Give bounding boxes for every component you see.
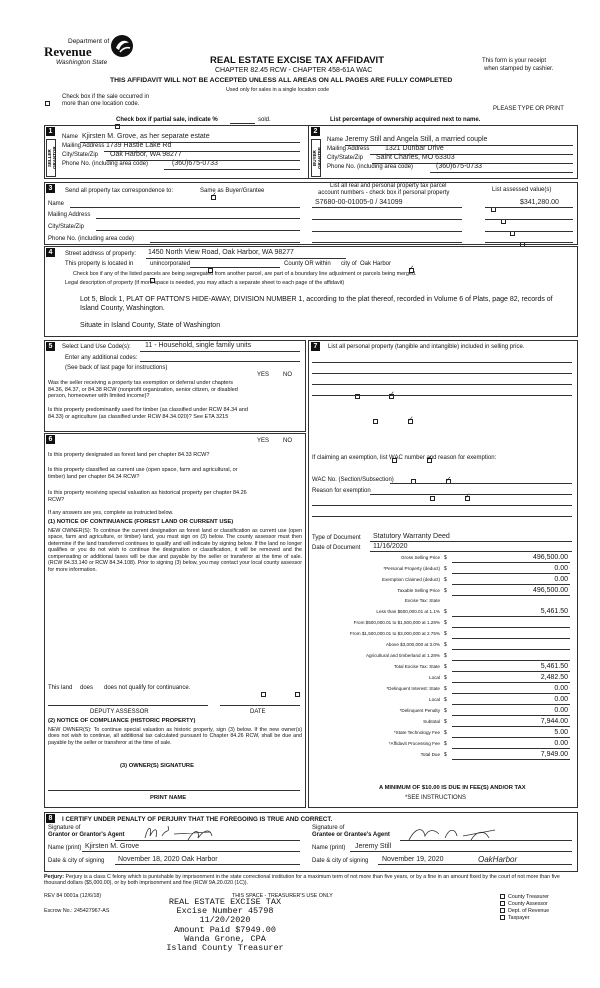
s3-mailing-line xyxy=(96,218,300,219)
street-address: 1450 North View Road, Oak Harbor, WA 98277 xyxy=(148,249,294,256)
copy-item[interactable] xyxy=(500,915,580,922)
s6-yes-header: YES xyxy=(257,438,270,444)
exemption-label: If claiming an exemption, list WAC number and reason for exemption: xyxy=(312,455,497,461)
tax-row-label: Total Excise Tax: State xyxy=(393,664,440,669)
situate: Situate in Island County, State of Washington xyxy=(80,322,221,329)
tax-row-line xyxy=(452,660,570,661)
legal-description: Lot 5, Block 1, PLAT OF PATTON'S HIDE-AWAY, DIVISION NUMBER 1, according to the plat thereof, recorded in Volume 6 of Plats, page 82, records of Island County, Washington. xyxy=(80,296,553,313)
doc-type-line xyxy=(370,541,572,542)
tax-row-value: 0.00 xyxy=(554,685,568,692)
s5-no-header: NO xyxy=(283,372,292,378)
wac-label: WAC No. (Section/Subsection) xyxy=(312,477,394,483)
doc-date-line xyxy=(370,551,572,552)
assessed-header: List assessed value(s) xyxy=(492,187,552,193)
s3-city-label: City/State/Zip xyxy=(48,224,85,230)
doc-type-label: Type of Document xyxy=(312,535,361,541)
treasurer-space-label: THIS SPACE - TREASURER'S USE ONLY xyxy=(232,893,333,899)
tax-row-line xyxy=(452,748,570,749)
section-3-number: 3 xyxy=(46,184,55,193)
assessed-line-2 xyxy=(485,219,573,220)
stamp-line: 11/20/2020 xyxy=(199,915,251,926)
section-2-number: 2 xyxy=(311,127,320,136)
parcel-header-1: List all real and personal property tax parcel xyxy=(330,183,447,189)
notice2-title: (2) NOTICE OF COMPLIANCE (HISTORIC PROPERTY) xyxy=(48,718,196,724)
seller-city-label: City/State/Zip xyxy=(62,152,99,158)
doc-date: 11/16/2020 xyxy=(373,543,408,550)
stamp-line: Amount Paid $7949.00 xyxy=(173,924,277,935)
tax-row-label: Local xyxy=(429,697,440,702)
land-use-line xyxy=(140,351,300,352)
land-use-label: Select Land Use Code(s): xyxy=(62,344,131,350)
section-5-number: 5 xyxy=(46,342,55,351)
does-not-qualify-checkbox[interactable] xyxy=(295,692,300,697)
tax-row-value: 496,500.00 xyxy=(532,587,568,594)
grantee-name-line xyxy=(350,851,572,852)
tax-row-line xyxy=(452,573,570,574)
buyer-side-label: BUYER GRANTEE xyxy=(311,139,321,177)
copy-checkbox[interactable] xyxy=(500,901,505,906)
tax-row-label: Exemption Claimed (deduct) xyxy=(382,577,440,582)
tax-row-line xyxy=(452,595,570,596)
county-or-within: County OR within xyxy=(284,261,331,267)
copy-label: County Assessor xyxy=(508,901,548,907)
grantee-sig-label-2: Grantee or Grantee's Agent xyxy=(312,832,390,838)
dept-name: Revenue xyxy=(44,44,92,59)
additional-codes-label: Enter any additional codes: xyxy=(65,355,138,361)
pp-line-3 xyxy=(312,384,572,385)
s3-phone-line xyxy=(150,242,300,243)
tax-row-line xyxy=(452,638,570,639)
form-subtitle: CHAPTER 82.45 RCW - CHAPTER 458-61A WAC xyxy=(215,67,373,74)
assessed-line-1 xyxy=(485,207,573,208)
dollar-sign: $ xyxy=(444,577,447,583)
dollar-sign: $ xyxy=(444,730,447,736)
same-as-buyer-checkbox[interactable] xyxy=(211,195,216,200)
dollar-sign: $ xyxy=(444,686,447,692)
owner-signature-label: (3) OWNER(S) SIGNATURE xyxy=(120,763,194,769)
assessed-value: $341,280.00 xyxy=(520,199,559,206)
buyer-city-label: City/State/Zip xyxy=(327,155,364,161)
land-qualify-label: This land xyxy=(48,685,73,691)
dollar-sign: $ xyxy=(444,555,447,561)
dollar-sign: $ xyxy=(444,642,447,648)
segregated-label: Check box if any of the listed parcels are being segregated from another parcel, are part of a boundary line adjustment or parcels being merged. xyxy=(73,271,417,277)
grantor-name-line xyxy=(82,851,300,852)
dollar-sign: $ xyxy=(444,653,447,659)
legal-label: Legal description of property (if more space is needed, you may attach a separate sheet to each page of the affidavit) xyxy=(65,280,345,286)
reason-line xyxy=(370,494,572,495)
tax-row-label: *Delinquent Interest: State xyxy=(386,686,440,691)
grantee-name-label: Name (print) xyxy=(312,845,346,851)
tax-row-label: Agricultural and timberland at 1.28% xyxy=(365,653,440,658)
parcel-line-1 xyxy=(312,207,462,208)
dept-line: Department of xyxy=(68,38,110,45)
ownership-pct-label: List percentage of ownership acquired next to name. xyxy=(330,117,481,123)
tax-row-label: *State Technology Fee xyxy=(393,730,440,735)
pp-line-4 xyxy=(312,395,572,396)
multi-location-label-2: more than one location code. xyxy=(62,101,140,107)
tax-row-line xyxy=(452,759,570,760)
grantor-date: November 18, 2020 Oak Harbor xyxy=(118,856,218,863)
partial-sale-pct-line[interactable] xyxy=(230,123,255,124)
section-4-number: 4 xyxy=(46,248,55,257)
form-title: REAL ESTATE EXCISE TAX AFFIDAVIT xyxy=(210,55,385,66)
s6-q2: Is this property classified as current use (open space, farm and agricultural, or timber) land per chapter 84.34 RCW? xyxy=(48,467,238,480)
seller-address-label: Mailing Address xyxy=(62,143,105,149)
deputy-date-label: DATE xyxy=(250,709,266,715)
seller-name-label: Name xyxy=(62,134,79,140)
print-name-label: PRINT NAME xyxy=(150,795,187,801)
tax-row-label: From $500,000.01 to $1,500,000 at 1.28% xyxy=(353,620,440,625)
state-name: Washington State xyxy=(56,59,108,66)
deputy-assessor-line xyxy=(48,705,208,706)
partial-sale-label: Check box if partial sale, indicate % xyxy=(116,117,218,123)
buyer-address: 1321 Dunbar Drive xyxy=(385,145,444,152)
send-correspondence-label: Send all property tax correspondence to: xyxy=(65,188,174,194)
copy-label: Taxpayer xyxy=(508,915,530,921)
single-location-note: Used only for sales in a single location code xyxy=(226,87,330,93)
stamp-line: REAL ESTATE EXCISE TAX xyxy=(168,897,282,907)
tax-row-value: 5,461.50 xyxy=(540,608,568,615)
personal-property-checkbox-1[interactable] xyxy=(491,207,496,212)
tax-row-label: Total Due xyxy=(420,752,440,757)
tax-row-line xyxy=(452,737,570,738)
tax-row-label: From $1,500,000.01 to $3,000,000 at 2.75% xyxy=(349,631,440,636)
s6-q3: Is this property receiving special valuation as historical property per chapter 84.26 RCW? xyxy=(48,490,247,503)
tax-row-value: 0.00 xyxy=(554,740,568,747)
dollar-sign: $ xyxy=(444,675,447,681)
stamp-line: Wanda Grone, CPA xyxy=(184,933,266,944)
buyer-name-label: Name xyxy=(327,137,344,143)
tax-row-line xyxy=(452,627,570,628)
assessed-line-4 xyxy=(485,242,573,243)
tax-row-line xyxy=(452,616,570,617)
copy-checkbox[interactable] xyxy=(500,915,505,920)
copy-label: County Treasurer xyxy=(508,894,549,900)
section-6-number: 6 xyxy=(46,435,55,444)
grantee-sig-label-1: Signature of xyxy=(312,825,345,831)
dollar-sign: $ xyxy=(444,588,447,594)
s3-phone-label: Phone No. (including area code) xyxy=(48,236,135,242)
tax-row-value: 2,482.50 xyxy=(540,674,568,681)
tax-row-value: 0.00 xyxy=(554,565,568,572)
please-type: PLEASE TYPE OR PRINT xyxy=(493,106,564,112)
property-city: Oak Harbor xyxy=(360,261,392,267)
grantor-date-line xyxy=(115,864,300,865)
tax-row-label: Taxable Selling Price xyxy=(397,588,440,593)
buyer-city: Saint Charles, MO 63303 xyxy=(376,154,455,161)
tax-row-line xyxy=(452,671,570,672)
see-back: (See back of last page for instructions) xyxy=(65,365,168,371)
tax-row-value: 5.00 xyxy=(554,729,568,736)
s5-q2: Is this property predominantly used for timber (as classified under RCW 84.34 and 84.33) or agriculture (as classified under RCW 84.34.020)? See ETA 3215 xyxy=(48,407,248,420)
tax-row-line xyxy=(452,584,570,585)
parcel-header-2: account numbers - check box if personal property xyxy=(318,190,450,196)
reason-line-3 xyxy=(312,516,572,517)
perjury-text: Perjury is a class C felony which is punishable by imprisonment in the state correctional institution for a maximum term of not more than five years, or by a fine in an amount fixed by the court of not more than five thousand dollars ($5,000.00), or by both imprisonment and fine (RCW 9A.20.020 (1C)). xyxy=(44,874,560,887)
county-line xyxy=(190,267,280,268)
same-as-buyer-label: Same as Buyer/Grantee xyxy=(200,188,265,194)
additional-codes-line xyxy=(140,361,300,362)
seller-phone: (360)675-0733 xyxy=(172,160,218,167)
tax-row-label: Above $3,000,000 at 3.0% xyxy=(385,642,440,647)
tax-row-label: *Personal Property (deduct) xyxy=(383,566,440,571)
tax-row-line xyxy=(452,715,570,716)
pp-line-1 xyxy=(312,362,572,363)
buyer-name: Jeremy Still and Angela Still, a married couple xyxy=(345,136,488,143)
tax-row-value: 0.00 xyxy=(554,696,568,703)
tax-row-line xyxy=(452,726,570,727)
deputy-assessor-label: DEPUTY ASSESSOR xyxy=(90,709,149,715)
section-divider xyxy=(308,125,309,179)
tax-row-value: 0.00 xyxy=(554,576,568,583)
grantee-date: November 19, 2020 xyxy=(382,856,444,863)
copy-item[interactable] xyxy=(500,908,580,915)
wac-line xyxy=(390,483,572,484)
perjury-notice xyxy=(44,874,578,887)
tax-row-line xyxy=(452,562,570,563)
tax-row-value: 496,500.00 xyxy=(532,554,568,561)
grantee-sig-line xyxy=(400,840,572,841)
certify-statement: I CERTIFY UNDER PENALTY OF PERJURY THAT THE FOREGOING IS TRUE AND CORRECT. xyxy=(62,816,333,823)
tax-row-line xyxy=(452,693,570,694)
treasurer-stamp xyxy=(140,898,310,953)
stamp-line: Island County Treasurer xyxy=(166,942,284,953)
seller-city: Oak Harbor, WA 98277 xyxy=(110,151,182,158)
minimum-due-note: A MINIMUM OF $10.00 IS DUE IN FEE(S) AND/OR TAX xyxy=(379,785,526,791)
assessed-line-3 xyxy=(485,231,573,232)
does-qualify-checkbox[interactable] xyxy=(261,692,266,697)
perjury-label: Perjury: xyxy=(44,874,65,880)
copy-item[interactable] xyxy=(500,894,580,901)
buyer-phone-label: Phone No. (including area code) xyxy=(327,164,414,170)
personal-property-checkbox-2[interactable] xyxy=(501,219,506,224)
see-instructions: *SEE INSTRUCTIONS xyxy=(405,795,467,801)
notice1-title: (1) NOTICE OF CONTINUANCE (FOREST LAND OR CURRENT USE) xyxy=(48,519,234,525)
grantee-name: Jeremy Still xyxy=(355,843,392,850)
buyer-phone-line xyxy=(430,172,573,173)
dollar-sign: $ xyxy=(444,631,447,637)
dollar-sign: $ xyxy=(444,620,447,626)
dollar-sign: $ xyxy=(444,697,447,703)
seller-name: Kjirsten M. Grove, as her separate estate xyxy=(82,133,210,140)
dor-logo xyxy=(44,34,144,74)
located-label: This property is located in xyxy=(65,261,134,267)
city-of-label: city of xyxy=(341,261,357,267)
land-use-code: 11 - Household, single family units xyxy=(145,342,252,349)
dor-swoosh-icon xyxy=(110,34,134,58)
receipt-note-1: This form is your receipt xyxy=(482,58,547,64)
seller-address: 1739 Hastie Lake Rd xyxy=(106,142,172,149)
s3-name-label: Name xyxy=(48,201,65,207)
dollar-sign: $ xyxy=(444,752,447,758)
doc-type: Statutory Warranty Deed xyxy=(373,533,450,540)
notice1-text: NEW OWNER(S): To continue the current designation as forest land or classification as current use (open space, farm and agriculture, or timber) land, you must sign on (3) below. The county assessor must then determine if the land transferred continues to qualify and will indicate by signing below. If the land no longer qualifies or you do not wish to continue the designation or classification, it will be removed and the compensating or additional taxes will be due and payable by the seller or transferor at the time of sale. (RCW 84.33.140 or RCW 84.34.108). Prior to signing (3) below, you may contact your local county assessor for more information. xyxy=(48,528,302,573)
tax-row-label: *Affidavit Processing Fee xyxy=(388,741,440,746)
does-not-label: does not qualify for continuance. xyxy=(104,685,191,691)
tax-row-value: 5,461.50 xyxy=(540,663,568,670)
grantee-city: OakHarbor xyxy=(478,855,518,864)
seller-phone-label: Phone No. (including area code) xyxy=(62,161,149,167)
grantee-date-label: Date & city of signing xyxy=(312,858,369,864)
tax-row-label: Gross Selling Price xyxy=(400,555,440,560)
tax-row-line xyxy=(452,682,570,683)
distribution-list xyxy=(500,894,580,922)
s5-yes-header: YES xyxy=(257,372,270,378)
form-revision: REV 84 0001a (12/6/18) xyxy=(44,893,102,899)
grantor-name-label: Name (print) xyxy=(48,845,82,851)
grantor-sig-line xyxy=(115,840,300,841)
dollar-sign: $ xyxy=(444,741,447,747)
buyer-phone: (360)675-0733 xyxy=(436,163,482,170)
s6-q1: Is this property designated as forest land per chapter 84.33 RCW? xyxy=(48,452,210,458)
seller-phone-line xyxy=(164,169,300,170)
s5-q1: Was the seller receiving a property tax exemption or deferral under chapters 84.36, 84.37, or 84.38 RCW (nonprofit organization, senior citizen, or disabled person, homeowner with limited income)? xyxy=(48,380,238,400)
tax-row-value: 7,944.00 xyxy=(540,718,568,725)
parcel-line-3 xyxy=(312,231,462,232)
copy-item[interactable] xyxy=(500,901,580,908)
buyer-name-line xyxy=(345,145,573,146)
grantee-date-line xyxy=(378,864,572,865)
dollar-sign: $ xyxy=(444,566,447,572)
grantor-sig-label-2: Grantor or Grantor's Agent xyxy=(48,832,125,838)
form-warning: THIS AFFIDAVIT WILL NOT BE ACCEPTED UNLESS ALL AREAS ON ALL PAGES ARE FULLY COMPLETED xyxy=(110,77,453,84)
partial-sale-sold: sold. xyxy=(258,117,271,123)
tax-row-value: 0.00 xyxy=(554,707,568,714)
s3-mailing-label: Mailing Address xyxy=(48,212,91,218)
dollar-sign: $ xyxy=(444,708,447,714)
s6-no-header: NO xyxy=(283,438,292,444)
dollar-sign: $ xyxy=(444,609,447,615)
tax-row-label: Less than $500,000.01 at 1.1% xyxy=(376,609,440,614)
multi-location-label-1: Check box if the sale occurred in xyxy=(62,94,150,100)
personal-property-label: List all personal property (tangible and intangible) included in selling price. xyxy=(328,344,525,350)
section-7-number: 7 xyxy=(311,342,320,351)
parcel-line-2 xyxy=(312,219,462,220)
copy-checkbox[interactable] xyxy=(500,894,505,899)
dollar-sign: $ xyxy=(444,719,447,725)
multi-location-checkbox[interactable] xyxy=(45,101,50,106)
reason-line-2 xyxy=(312,505,572,506)
reason-label: Reason for exemption xyxy=(312,488,371,494)
parcel-number: S7680-00-01005-0 / 341099 xyxy=(315,199,403,206)
does-label: does xyxy=(80,685,94,691)
copy-checkbox[interactable] xyxy=(500,908,505,913)
s3-name-line xyxy=(70,207,300,208)
tax-row-line xyxy=(452,704,570,705)
if-yes-note: If any answers are yes, complete as instructed below. xyxy=(48,510,174,516)
escrow-number: Escrow No.: 245427967-AS xyxy=(44,908,110,914)
section-8-number: 8 xyxy=(46,814,55,823)
copy-label: Dept. of Revenue xyxy=(508,908,550,914)
tax-calc-table xyxy=(310,555,576,805)
parcel-line-4 xyxy=(312,242,462,243)
s3-city-line xyxy=(96,230,300,231)
tax-row-label: Subtotal xyxy=(423,719,440,724)
street-label: Street address of property: xyxy=(65,251,137,257)
tax-row-value: 7,949.00 xyxy=(540,751,568,758)
receipt-note-2: when stamped by cashier. xyxy=(484,66,554,72)
buyer-address-label: Mailing Address xyxy=(327,146,370,152)
grantor-date-label: Date & city of signing xyxy=(48,858,105,864)
deputy-date-line xyxy=(220,705,300,706)
notice2-text: NEW OWNER(S): To continue special valuation as historic property, sign (3) below. If the new owner(s) does not wish to continue, all additional tax calculated pursuant to Chapter 84.26 RCW, shall be due and payable by the seller or transferor at the time of sale. xyxy=(48,727,302,746)
personal-property-checkbox-3[interactable] xyxy=(510,231,515,236)
stamp-line: Excise Number 45798 xyxy=(176,906,274,917)
grantor-sig-label-1: Signature of xyxy=(48,825,81,831)
pp-line-2 xyxy=(312,373,572,374)
seller-side-label: SELLER GRANTOR xyxy=(46,139,56,177)
tax-row-label: Excise Tax: State xyxy=(404,598,440,603)
tax-row-line xyxy=(452,649,570,650)
section-1-number: 1 xyxy=(46,127,55,136)
dollar-sign: $ xyxy=(444,664,447,670)
tax-row-label: Local xyxy=(429,675,440,680)
grantor-name: Kjirsten M. Grove xyxy=(85,843,140,850)
owner-signature-line[interactable] xyxy=(48,790,300,791)
tax-row-label: *Delinquent Penalty xyxy=(399,708,440,713)
doc-date-label: Date of Document xyxy=(312,545,361,551)
street-line xyxy=(146,258,346,259)
unincorporated-label: unincorporated xyxy=(150,261,191,267)
